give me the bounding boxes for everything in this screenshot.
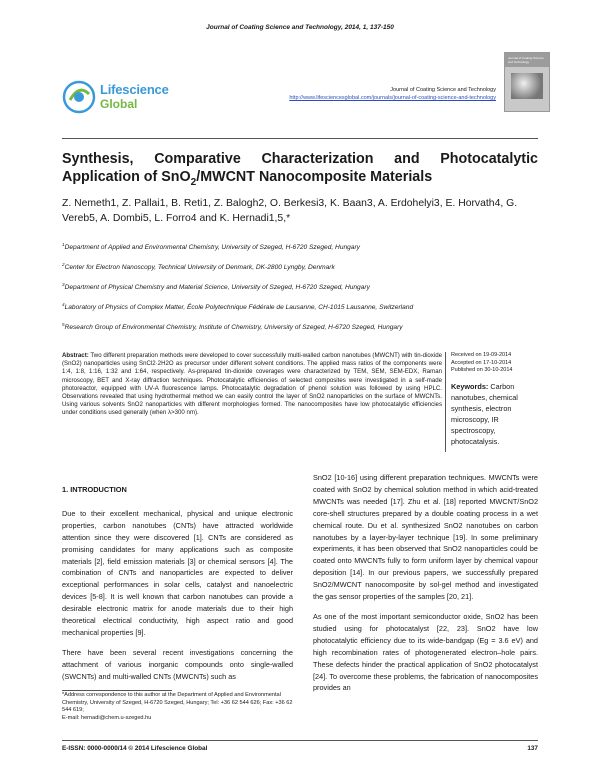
footnote-address: *Address correspondence to this author at the Department of Applied and Environmental Chemistry, University of Szeged, H-6720 Szeged, Hungary; Tel: +36 62 544 626; Fax: +36 62 544 619;: [62, 692, 293, 714]
paragraph: As one of the most important semiconductor oxide, SnO2 has been studied using for photocatalyst [22, 23]. SnO2 have low photocatalytic efficiency due to its wide-bandgap (Eg = 3.6 eV) and high recombination rates of photogenerated electron–hole pairs. These defects hinder the practical application of SnO2 photocatalyst [24]. To overcome these problems, the fabrication of nanocomposites provides an: [313, 611, 538, 693]
received-date: Received on 19-09-2014: [451, 352, 512, 358]
column-left: [62, 484, 293, 691]
affiliation-1: $^1$Department of Applied and Environmental Chemistry, University of Szeged, H-6720 Szeged, Hungary: [62, 241, 360, 251]
paragraph: There have been several recent investigations concerning the attachment of various inorganic compounds onto single-walled (SWCNTs) and multi-walled CNTs (MWCNTs) such as: [62, 647, 293, 681]
keywords-text: Carbon nanotubes, chemical synthesis, electron microscopy, IR spectroscopy, photocatalysis.: [451, 382, 518, 446]
author-list: Z. Nemeth1, Z. Pallai1, B. Reti1, Z. Balogh2, O. Berkesi3, K. Baan3, A. Erdohelyi3, E. Horvath4, G. Vereb5, A. Dombi5, L. Forro4 and K. Hernadi1,5,*: [62, 198, 518, 224]
abstract-label: Abstract:: [62, 352, 89, 359]
journal-citation: Journal of Coating Science and Technology, 2014, 1, 137-150: [206, 24, 394, 31]
title-subscript: 2: [190, 176, 197, 188]
accepted-date: Accepted on 17-10-2014: [451, 359, 512, 366]
abstract-text: Two different preparation methods were developed to cover successfully multi-walled carbon nanotubes (MWCNT) with tin-dioxide (SnO2) nanoparticles using SnCl2·2H2O as precursor under different solvent conditions. The applied mass ratios of the components were 1:4, 1:8, 1:16, 1:32 and 1:64, respectively. As-prepared tin-dioxide coverages were characterized by TEM, SEM, SEM-EDX, Raman microscopy, BET and X-ray diffraction techniques. Photocatalytic efficiencies of selected composites were investigated in a self-made photoreactor, equipped with UV-A fluorescence lamps. Photocatalytic degradation of phenol solution was followed by using HPLC. Observations revealed that using hydrothermal method we can easily control the layer of SnO2 nanoparticles on the surface of MWCNTs. Using various solvents SnO2 nanoparticles with different morphologies formed. The nanocomposites have low photocatalytic efficiencies under conditions used generally (when λ>300 nm).: [62, 352, 442, 417]
footnote-rule: [62, 690, 172, 691]
journal-name: Journal of Coating Science and Technology: [390, 87, 496, 93]
published-date: Published on 30-10-2014: [451, 367, 513, 374]
journal-url-link[interactable]: http://www.lifesciencesglobal.com/journals/journal-of-coating-science-and-technology: [289, 95, 496, 101]
title-part: Synthesis, Comparative Characterization and Photocatalytic Application of SnO: [62, 151, 538, 185]
affiliation-4: $^4$Laboratory of Physics of Complex Matter, École Polytechnique Fédérale de Lausanne, CH-1015 Lausanne, Switzerland: [62, 301, 414, 311]
paragraph: Due to their excellent mechanical, physical and unique electronic properties, carbon nanotubes (CNTs) have attracted worldwide attention since they were discovered [1]. CNTs are considered as promising candidates for many applications such as composite materials [2], field emission materials [3] or chemical sensors [4]. The combination of CNTs and nanoparticles are expected to deliver exceptional performances in solar cells, catalyst and nanoelectric devices [5-8]. It is well known that carbon nanotubes can provide a desirable electronic matrix for anode materials due to their high theoretical electrical conductivity, high aspect ratio and good mechanical properties [9].: [62, 508, 293, 637]
keywords-label: Keywords:: [451, 382, 489, 391]
publication-dates: [451, 352, 512, 375]
affiliation-2: $^2$Center for Electron Nanoscopy, Technical University of Denmark, DK-2800 Lyngby, Denmark: [62, 261, 335, 271]
affiliation-3: $^3$Department of Physical Chemistry and Material Science, University of Szeged, H-6720 Szeged, Hungary: [62, 281, 370, 291]
title-part: /MWCNT Nanocomposite Materials: [196, 169, 433, 185]
page-number: 137: [527, 745, 538, 752]
logo-text-global: Global: [100, 97, 138, 111]
paper-title: [62, 150, 538, 186]
lifescience-logo-icon: [62, 80, 96, 114]
footnote-email: E-mail: hernadi@chem.u-szeged.hu: [62, 714, 152, 721]
page-footer: [62, 745, 538, 752]
abstract: [62, 352, 442, 418]
affiliation-5: $^5$Research Group of Environmental Chemistry, Institute of Chemistry, University of Szeged, H-6720 Szeged, Hungary: [62, 321, 403, 331]
footer-issn: E-ISSN: 0000-0000/14 © 2014 Lifescience Global: [62, 745, 208, 752]
keywords: [451, 381, 541, 447]
journal-info: [289, 86, 496, 102]
divider: [62, 138, 538, 139]
publisher-logo: [62, 78, 182, 114]
abstract-divider: [445, 352, 446, 452]
footer-divider: [62, 740, 538, 741]
column-right: [313, 472, 538, 702]
journal-cover-image: [504, 52, 550, 112]
paragraph: SnO2 [10-16] using different preparation techniques. MWCNTs were coated with SnO2 by chemical solution method in which acid-treated MWCNTs was needed [17]. Zhu et al. [18] reported MWCNT/SnO2 core-shell structures prepared by a double coating process in a wet chemical route. Du et al. synthesized SnO2 nanotubes on carbon nanotubes by a layer-by-layer technique [19]. In some preliminary experiments, it has been observed that SnO2 nanoparticles could be coated onto MWCNTs fully to form uniform layer by chemical vapour deposition [14]. In our previous papers, we successfully prepared SnO2/MWCNT nanocomposite by sol-gel method and investigated the gas sensor properties of the samples [20, 21].: [313, 473, 538, 602]
cover-title: Journal of Coating Science and Technology: [508, 56, 544, 64]
logo-text-lifescience: Lifescience: [100, 82, 169, 97]
footnote: [62, 692, 293, 722]
section-heading: 1. INTRODUCTION: [62, 485, 127, 494]
